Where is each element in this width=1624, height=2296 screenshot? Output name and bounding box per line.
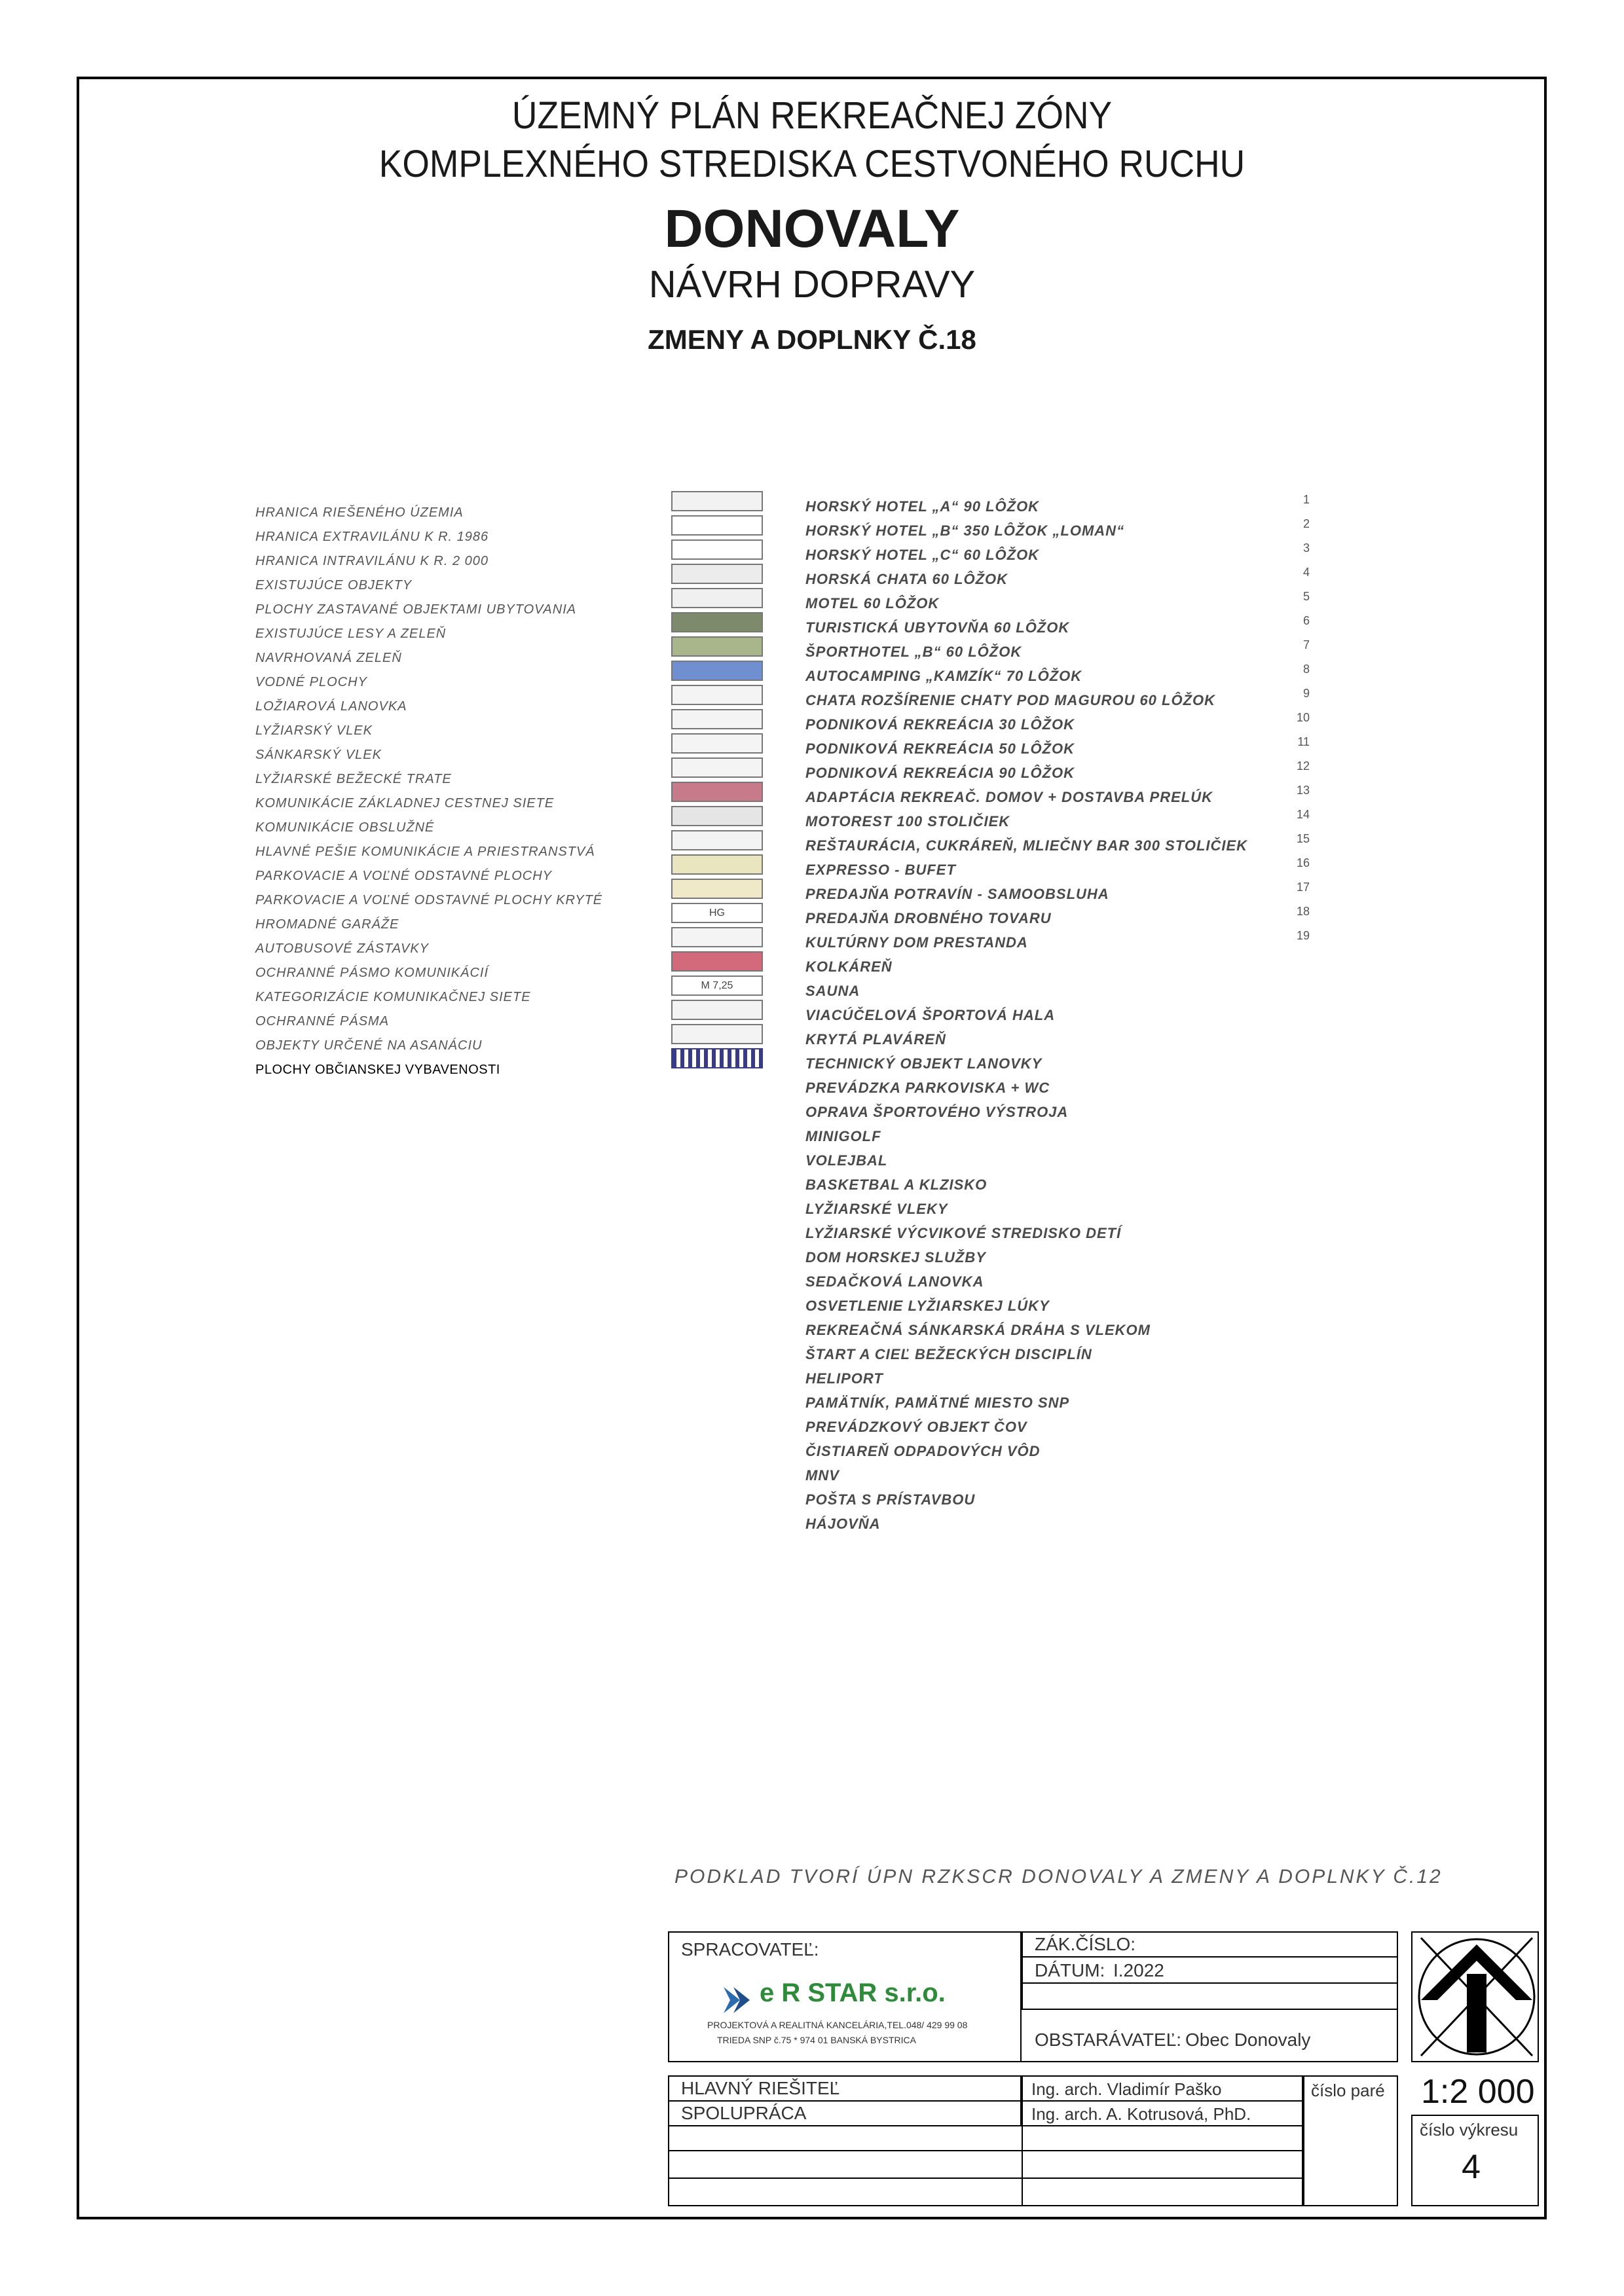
legend-left-item: EXISTUJÚCE LESY A ZELEŇ (255, 627, 447, 641)
legend-left-item: LYŽIARSKÝ VLEK (255, 723, 373, 738)
legend-right-item: PODNIKOVÁ REKREÁCIA 30 LÔŽOK (805, 716, 1075, 733)
legend-number: 10 (1296, 711, 1310, 724)
legend-right-item: MOTEL 60 LÔŽOK (805, 595, 940, 611)
title-line1: ÚZEMNÝ PLÁN REKREAČNEJ ZÓNY (511, 94, 1113, 137)
legend-right-item: LYŽIARSKÉ VÝCVIKOVÉ STREDISKO DETÍ (805, 1225, 1122, 1241)
obstaravatel-value: Obec Donovaly (1185, 2030, 1311, 2050)
title-main: DONOVALY (664, 199, 960, 259)
legend-swatch (671, 685, 763, 705)
legend-left-item: OBJEKTY URČENÉ NA ASANÁCIU (255, 1038, 483, 1053)
legend-right-item: EXPRESSO - BUFET (805, 862, 956, 878)
legend-swatch-hatch (671, 1048, 763, 1068)
legend-swatch (671, 661, 763, 681)
podklad-note: PODKLAD TVORÍ ÚPN RZKSCR DONOVALY A ZMENY A DOPLNKY Č.12 (674, 1866, 1443, 1887)
cislo-vykresu-label: číslo výkresu (1420, 2120, 1519, 2140)
spracovatel-label: SPRACOVATEĽ: (681, 1939, 819, 1959)
legend-number: 1 (1302, 493, 1310, 506)
architect-emblem-icon (1418, 1935, 1536, 2059)
legend-left-item: PARKOVACIE A VOĽNÉ ODSTAVNÉ PLOCHY KRYTÉ (255, 893, 603, 907)
zak-cislo-label: ZÁK.ČÍSLO: (1035, 1934, 1136, 1954)
legend-right-item: PREVÁDZKA PARKOVISKA + WC (805, 1080, 1050, 1096)
legend-right-item: POŠTA S PRÍSTAVBOU (805, 1491, 976, 1508)
legend-right-item: OSVETLENIE LYŽIARSKEJ LÚKY (805, 1298, 1050, 1314)
empty-value-col (1022, 2125, 1303, 2206)
legend-left-item: OCHRANNÉ PÁSMO KOMUNIKÁCIÍ (255, 966, 489, 980)
legend-swatch (671, 1000, 763, 1020)
legend-left-item: HROMADNÉ GARÁŽE (255, 917, 399, 932)
legend-number: 13 (1296, 784, 1310, 797)
legend-left-item: PLOCHY ZASTAVANÉ OBJEKTAMI UBYTOVANIA (255, 602, 577, 617)
legend-swatch (671, 927, 763, 947)
legend-swatch (671, 491, 763, 511)
legend-left-item: EXISTUJÚCE OBJEKTY (255, 578, 413, 592)
legend-left-item: LYŽIARSKÉ BEŽECKÉ TRATE (255, 772, 452, 786)
title-sub: NÁVRH DOPRAVY (648, 263, 976, 306)
spolupraca-label: SPOLUPRÁCA (681, 2103, 807, 2123)
title-line2: KOMPLEXNÉHO STREDISKA CESTVONÉHO RUCHU (378, 143, 1246, 185)
legend-swatch (671, 830, 763, 850)
legend-left-item: KATEGORIZÁCIE KOMUNIKAČNEJ SIETE (255, 990, 531, 1004)
logo-line2: TRIEDA SNP č.75 * 974 01 BANSKÁ BYSTRICA (717, 2035, 916, 2045)
cislo-pare-label: číslo paré (1311, 2081, 1385, 2100)
legend-right-item: HORSKÝ HOTEL „A“ 90 LÔŽOK (805, 498, 1040, 515)
legend-right-item: ADAPTÁCIA REKREAČ. DOMOV + DOSTAVBA PRELÚK (805, 789, 1213, 805)
legend-swatch (671, 733, 763, 754)
legend-number: 15 (1296, 832, 1310, 845)
legend-right-item: VIACÚČELOVÁ ŠPORTOVÁ HALA (805, 1007, 1056, 1023)
legend-swatch (671, 806, 763, 826)
legend-left (255, 501, 661, 1082)
legend-right (805, 494, 1329, 1536)
legend-number: 17 (1296, 881, 1310, 894)
legend-right-item: HELIPORT (805, 1370, 883, 1387)
legend-right-item: LYŽIARSKÉ VLEKY (805, 1201, 948, 1217)
blank-box (1022, 1982, 1398, 2010)
legend-right-item: PODNIKOVÁ REKREÁCIA 90 LÔŽOK (805, 765, 1075, 781)
hlavny-riesitel-value: Ing. arch. Vladimír Paško (1031, 2079, 1222, 2099)
spolupraca-value: Ing. arch. A. Kotrusová, PhD. (1031, 2104, 1251, 2124)
legend-swatch (671, 854, 763, 875)
legend-swatch (671, 1024, 763, 1044)
legend-swatch (671, 782, 763, 802)
legend-number: 5 (1302, 590, 1310, 603)
scale-value: 1:2 000 (1421, 2073, 1535, 2111)
legend-swatch (671, 564, 763, 584)
legend-right-item: ŠTART A CIEĽ BEŽECKÝCH DISCIPLÍN (805, 1346, 1092, 1362)
legend-right-item: REKREAČNÁ SÁNKARSKÁ DRÁHA S VLEKOM (805, 1322, 1151, 1338)
legend-swatch (671, 515, 763, 536)
legend-left-item: HRANICA INTRAVILÁNU K R. 2 000 (255, 554, 489, 568)
legend-left-item: NAVRHOVANÁ ZELEŇ (255, 651, 402, 665)
logo-line1: PROJEKTOVÁ A REALITNÁ KANCELÁRIA,TEL.048/ 429 99 08 (707, 2020, 968, 2030)
legend-right-item: HORSKÝ HOTEL „B“ 350 LÔŽOK „LOMAN“ (805, 522, 1125, 539)
legend-number: 14 (1296, 808, 1310, 821)
legend-right-item: KULTÚRNY DOM PRESTANDA (805, 934, 1028, 951)
legend-right-item: KRYTÁ PLAVÁREŇ (805, 1031, 946, 1048)
legend-number: 18 (1296, 905, 1310, 918)
legend-right-item: BASKETBAL A KLZISKO (805, 1176, 987, 1193)
legend-number: 16 (1296, 856, 1310, 869)
legend-right-item: TECHNICKÝ OBJEKT LANOVKY (805, 1055, 1043, 1072)
legend-right-item: SAUNA (805, 983, 860, 999)
legend-swatch (671, 636, 763, 657)
legend-swatch: M 7,25 (671, 975, 763, 996)
legend-left-item: OCHRANNÉ PÁSMA (255, 1014, 390, 1029)
legend-number: 7 (1302, 638, 1310, 651)
legend-left-item: AUTOBUSOVÉ ZÁSTAVKY (255, 941, 429, 956)
legend-swatch (671, 539, 763, 560)
legend-number: 9 (1302, 687, 1310, 700)
legend-right-item: MOTOREST 100 STOLIČIEK (805, 813, 1010, 829)
legend-right-item: MINIGOLF (805, 1128, 881, 1144)
legend-right-item: ŠPORTHOTEL „B“ 60 LÔŽOK (805, 644, 1022, 660)
legend-number: 8 (1302, 663, 1310, 676)
legend-right-item: REŠTAURÁCIA, CUKRÁREŇ, MLIEČNY BAR 300 STOLIČIEK (805, 837, 1248, 854)
legend-right-item: HÁJOVŇA (805, 1516, 881, 1532)
legend-right-item: PREVÁDZKOVÝ OBJEKT ČOV (805, 1419, 1027, 1435)
legend-number: 11 (1297, 735, 1310, 748)
legend-right-item: HORSKÁ CHATA 60 LÔŽOK (805, 571, 1008, 587)
legend-right-item: HORSKÝ HOTEL „C“ 60 LÔŽOK (805, 547, 1040, 563)
logo-arrow-icon (720, 1984, 760, 2016)
legend-left-plain-item: PLOCHY OBČIANSKEJ VYBAVENOSTI (255, 1063, 500, 1077)
legend-left-item: HRANICA RIEŠENÉHO ÚZEMIA (255, 505, 464, 520)
legend-swatches (671, 491, 763, 1072)
datum-value: I.2022 (1113, 1960, 1164, 1980)
legend-swatch (671, 588, 763, 608)
legend-left-item: PARKOVACIE A VOĽNÉ ODSTAVNÉ PLOCHY (255, 869, 553, 883)
cislo-vykresu-value: 4 (1462, 2148, 1481, 2186)
datum-label: DÁTUM: (1035, 1960, 1105, 1980)
legend-number: 6 (1302, 614, 1310, 627)
legend-left-item: HLAVNÉ PEŠIE KOMUNIKÁCIE A PRIESTRANSTVÁ (255, 845, 595, 859)
legend-right-item: PAMÄTNÍK, PAMÄTNÉ MIESTO SNP (805, 1394, 1070, 1411)
legend-number: 2 (1302, 517, 1310, 530)
legend-number: 4 (1302, 566, 1310, 579)
legend-left-item: KOMUNIKÁCIE ZÁKLADNEJ CESTNEJ SIETE (255, 796, 555, 811)
legend-right-item: AUTOCAMPING „KAMZÍK“ 70 LÔŽOK (805, 668, 1082, 684)
obstaravatel-label: OBSTARÁVATEĽ: (1035, 2030, 1182, 2050)
legend-right-item: ČISTIAREŇ ODPADOVÝCH VÔD (805, 1443, 1041, 1459)
legend-swatch (671, 612, 763, 632)
hlavny-riesitel-label: HLAVNÝ RIEŠITEĽ (681, 2078, 840, 2098)
legend-number: 19 (1296, 929, 1310, 942)
legend-left-item: HRANICA EXTRAVILÁNU K R. 1986 (255, 530, 489, 544)
legend-right-item: PODNIKOVÁ REKREÁCIA 50 LÔŽOK (805, 740, 1075, 757)
legend-right-item: OPRAVA ŠPORTOVÉHO VÝSTROJA (805, 1104, 1069, 1120)
legend-number: 3 (1302, 541, 1310, 555)
legend-left-item: SÁNKARSKÝ VLEK (255, 748, 382, 762)
legend-right-item: MNV (805, 1467, 840, 1484)
title-block (0, 92, 1624, 363)
legend-right-item: SEDAČKOVÁ LANOVKA (805, 1273, 984, 1290)
legend-left-item: KOMUNIKÁCIE OBSLUŽNÉ (255, 820, 435, 835)
legend-right-item: CHATA ROZŠÍRENIE CHATY POD MAGUROU 60 LÔŽOK (805, 692, 1216, 708)
legend-swatch (671, 709, 763, 729)
legend-right-item: PREDAJŇA POTRAVÍN - SAMOOBSLUHA (805, 886, 1109, 902)
legend-right-item: DOM HORSKEJ SLUŽBY (805, 1249, 986, 1266)
legend-right-item: TURISTICKÁ UBYTOVŇA 60 LÔŽOK (805, 619, 1070, 636)
legend-right-item: KOLKÁREŇ (805, 958, 893, 975)
legend-left-item: VODNÉ PLOCHY (255, 675, 367, 689)
legend-numbers (1283, 488, 1310, 948)
legend-right-item: VOLEJBAL (805, 1152, 888, 1169)
legend-swatch: HG (671, 903, 763, 923)
legend-left-item: LOŽIAROVÁ LANOVKA (255, 699, 407, 714)
title-zmeny: ZMENY A DOPLNKY Č.18 (648, 324, 976, 355)
logo-company-name: e R STAR s.r.o. (760, 1978, 946, 2007)
title-stamp (668, 1931, 1539, 2206)
legend-swatch (671, 757, 763, 778)
legend-swatch (671, 879, 763, 899)
legend-right-item: PREDAJŇA DROBNÉHO TOVARU (805, 910, 1052, 926)
legend-number: 12 (1296, 759, 1310, 773)
legend-swatch (671, 951, 763, 972)
